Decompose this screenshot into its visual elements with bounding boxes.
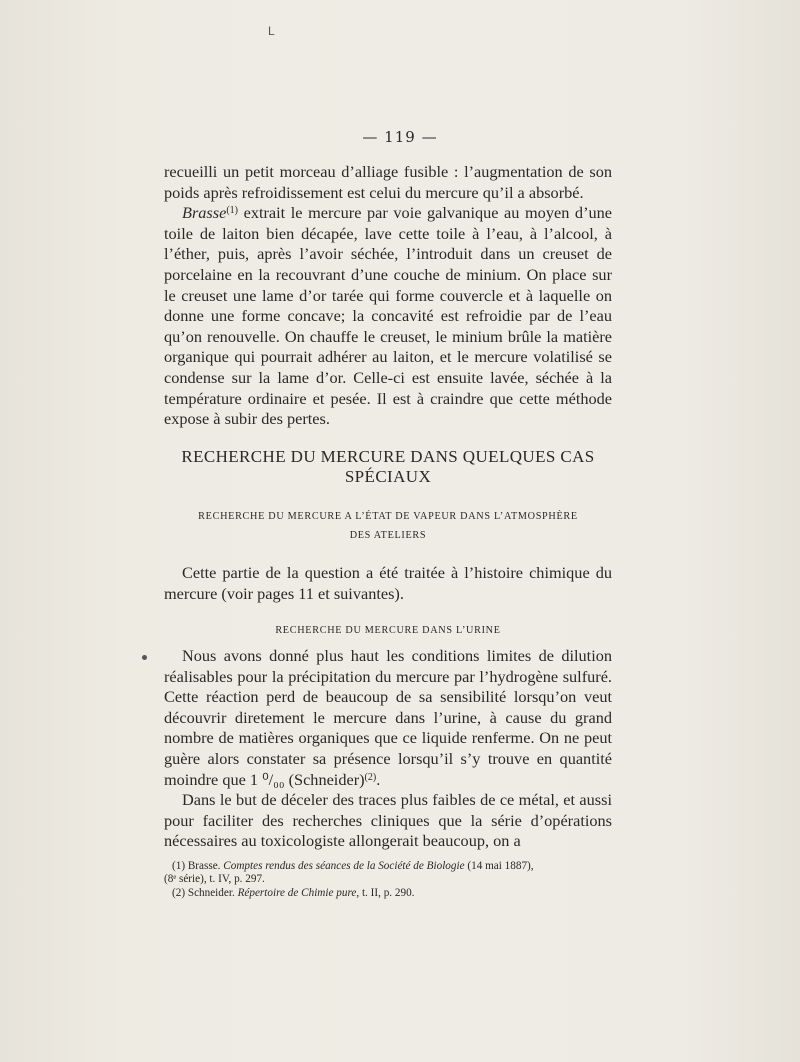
footnote-1 (164, 860, 614, 873)
paragraph-urine (164, 646, 612, 790)
footnote-ref-1: (1) (226, 205, 238, 217)
page-number: — 119 — (362, 128, 438, 146)
main-heading (164, 447, 612, 487)
paragraph-continuation: recueilli un petit morceau d’alliage fusible : l’augmentation de son poids après refroidissement est celui du mercure qu’il a absorbé. (164, 162, 612, 202)
section-three (164, 646, 612, 852)
section-two (164, 563, 612, 604)
footnote-1-continuation: (8ᵉ série), t. IV, p. 297. (164, 873, 265, 886)
sub-heading-urine: RECHERCHE DU MERCURE DANS L’URINE (275, 625, 501, 636)
sub-heading-1-line-1: RECHERCHE DU MERCURE A L’ÉTAT DE VAPEUR DANS L’ATMOSPHÈRE (198, 511, 578, 522)
paragraph-traces: Dans le but de déceler des traces plus faibles de ce métal, et aussi pour faciliter des recherches cliniques que la série d’opérations nécessaires au toxicologiste allongerait beaucoup, on a (164, 790, 612, 851)
footnotes (164, 860, 614, 900)
footnote-2-suffix: , t. II, p. 290. (356, 886, 415, 899)
sub-heading-1-line-2: DES ATELIERS (349, 530, 427, 541)
footnote-ref-2: (2) (364, 771, 377, 783)
footnote-2-prefix: (2) Schneider. (172, 886, 238, 899)
author-name-brasse: Brasse (182, 203, 227, 223)
sub-heading-atmosphere (160, 507, 616, 545)
footnote-2-title: Répertoire de Chimie pure (237, 886, 357, 899)
margin-dot-mark (142, 655, 147, 660)
footnote-2 (164, 887, 614, 900)
section-one (164, 162, 612, 430)
per-mille-unit: ⁰/₀₀ (262, 769, 285, 789)
main-heading-line-2: SPÉCIAUX (344, 467, 432, 486)
paragraph-urine-citation: (Schneider) (284, 769, 365, 789)
footnote-1-title: Comptes rendus des séances de la Société de Biologie (223, 860, 465, 872)
footnote-1-prefix: (1) Brasse. (172, 860, 224, 872)
paragraph-urine-text: Nous avons donné plus haut les conditions limites de dilution réalisables pour la précipitation du mercure par l’hydrogène sulfuré. Cette réaction perd de beaucoup de sa sensibilité lorsqu’on veut découvrir diretement le mercure dans l’urine, à cause du grand nombre de matières organiques que ce liquide renferme. On ne peut guère alors constater sa présence lorsqu’il s’y trouve en quantité moindre que 1 (164, 646, 612, 789)
paragraph-brasse (164, 203, 612, 430)
main-heading-line-1: RECHERCHE DU MERCURE DANS QUELQUES CAS (181, 447, 595, 466)
footnote-1-suffix: (14 mai 1887), (464, 860, 534, 872)
paragraph-urine-period: . (376, 769, 381, 789)
paragraph-brasse-text: extrait le mercure par voie galvanique au moyen d’une toile de laiton bien décapée, lave cette toile à l’eau, à l’alcool, à l’éther, puis, après l’avoir séchée, l’introduit dans un creuset de porcelaine en la recouvrant d’une couche de minium. On place sur le creuset une lame d’or tarée qui forme couvercle et à laquelle on donne une forme concave; la concavité est refroidie par de l’eau qu’on renouvelle. On chauffe le creuset, le minium brûle la matière organique qui pourrait adhérer au laiton, et le mercure volatilisé se condense sur la lame d’or. Celle-ci est ensuite lavée, séchée à la température ordinaire et pesée. Il est à craindre que cette méthode expose à subir des pertes. (164, 203, 612, 429)
top-margin-mark: L (268, 24, 275, 38)
paragraph-atmosphere: Cette partie de la question a été traitée à l’histoire chimique du mercure (voir pages 11 et suivantes). (164, 563, 612, 603)
